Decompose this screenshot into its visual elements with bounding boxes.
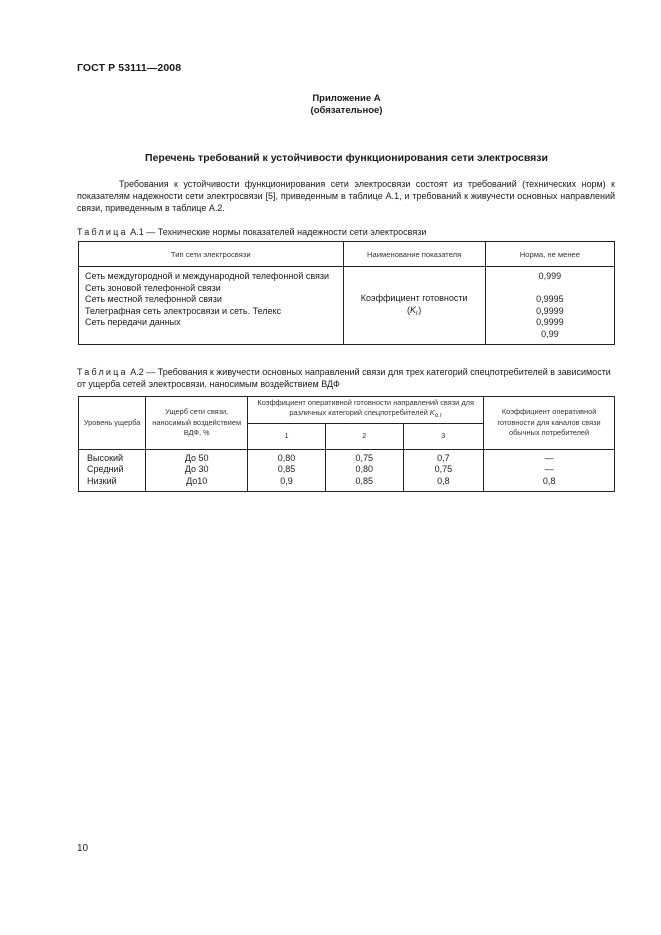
table2-header-category-1: 1 xyxy=(248,423,326,450)
common-value: 0,8 xyxy=(542,475,556,486)
table2-header-damage: Ущерб сети связи, наносимый воздействием ВДФ, % xyxy=(146,397,248,450)
network-type-item: Сеть местной телефонной связи xyxy=(85,294,222,305)
coefficient-value: 0,75 xyxy=(434,464,453,475)
common-value: — xyxy=(544,464,554,475)
table2-caption-word: Таблица xyxy=(77,367,128,377)
table2 xyxy=(78,396,615,492)
table1-caption-word: Таблица xyxy=(77,227,128,237)
table1-header-norm: Норма, не менее xyxy=(485,242,614,267)
table2-header-category-2: 2 xyxy=(325,423,403,450)
table1-header-indicator: Наименование показателя xyxy=(343,242,485,267)
indicator-symbol: $(K_г)$ xyxy=(407,304,422,317)
coefficient-value: 0,7 xyxy=(437,453,450,463)
table1-body-row xyxy=(79,267,615,345)
table2-category-1-values xyxy=(248,450,326,492)
level-value: Высокий xyxy=(87,453,124,463)
norm-value: 0,9999 xyxy=(536,317,564,328)
coefficient-value: 0,8 xyxy=(437,475,450,486)
coefficient-value: 0,9 xyxy=(280,475,293,486)
level-value: Низкий xyxy=(87,475,117,486)
network-type-item: Сеть зоновой телефонной связи xyxy=(85,282,221,293)
table2-body-row xyxy=(79,450,615,492)
norm-value: 0,9995 xyxy=(536,294,564,304)
table2-header-category-3: 3 xyxy=(403,423,484,450)
coefficient-value: 0,85 xyxy=(277,464,296,475)
table2-levels xyxy=(79,450,146,492)
table1-caption xyxy=(77,226,426,238)
table2-category-2-values xyxy=(325,450,403,492)
level-value: Средний xyxy=(87,464,124,475)
damage-value: До 30 xyxy=(184,464,209,475)
table2-caption-text: А.2 — Требования к живучести основных направлений связи для трех категорий спецпотребителей в зависимости от ущерба сетей электросвязи, наносимым воздействием ВДФ xyxy=(77,367,611,389)
norm-value: 0,999 xyxy=(538,271,562,281)
indicator-name: Коэффициент готовности xyxy=(360,293,468,304)
document-standard-number: ГОСТ Р 53111—2008 xyxy=(77,62,182,74)
appendix-status: (обязательное) xyxy=(310,105,383,116)
page-number: 10 xyxy=(77,843,89,854)
norm-value: 0,9999 xyxy=(536,305,564,316)
table2-common-values xyxy=(484,450,615,492)
norm-value: 0,99 xyxy=(541,328,559,339)
table2-category-3-values xyxy=(403,450,484,492)
table2-header-common-users: Коэффициент оперативной готовности для каналов связи обычных потребителей xyxy=(484,397,615,450)
network-type-item: Сеть передачи данных xyxy=(85,317,181,328)
table1-header-network-type: Тип сети электросвязи xyxy=(79,242,344,267)
network-type-item: Сеть междугородной и международной телефонной связи xyxy=(85,271,330,281)
table1-header-row xyxy=(79,242,615,267)
coefficient-value: 0,85 xyxy=(355,475,373,486)
intro-paragraph: Требования к устойчивости функционирования сети электросвязи состоят из требований (технических норм) к показателям надежности сети электросвязи [5], приведенным в таблице А.1, и требований к живучести основных направлений связи, приведенным в таблице А.2. xyxy=(77,179,615,214)
table2-caption xyxy=(77,366,617,390)
damage-value: До10 xyxy=(186,475,208,486)
document-title: Перечень требований к устойчивости функционирования сети электросвязи xyxy=(145,152,548,164)
damage-value: До 50 xyxy=(184,453,209,463)
table1 xyxy=(78,241,615,345)
table2-damage-values xyxy=(146,450,248,492)
table2-header-level: Уровень ущерба xyxy=(79,397,146,450)
appendix-title: Приложение А xyxy=(312,93,381,104)
table2-header-row-1 xyxy=(79,397,615,424)
table1-caption-text: А.1 — Технические нормы показателей надежности сети электросвязи xyxy=(127,227,427,237)
table1-indicator xyxy=(343,267,485,345)
table2-header-coefficient: Коэффициент оперативной готовности направлений связи для различных категорий спецпотребителей $K_{о.г}$ xyxy=(248,397,484,424)
coefficient-value: 0,75 xyxy=(355,453,373,463)
table1-network-types xyxy=(79,267,344,345)
network-type-item: Телеграфная сеть электросвязи и сеть. Телекс xyxy=(85,305,282,316)
coefficient-value: 0,80 xyxy=(277,453,296,463)
table1-norms xyxy=(485,267,614,345)
common-value: — xyxy=(544,453,554,463)
coefficient-value: 0,80 xyxy=(355,464,373,475)
